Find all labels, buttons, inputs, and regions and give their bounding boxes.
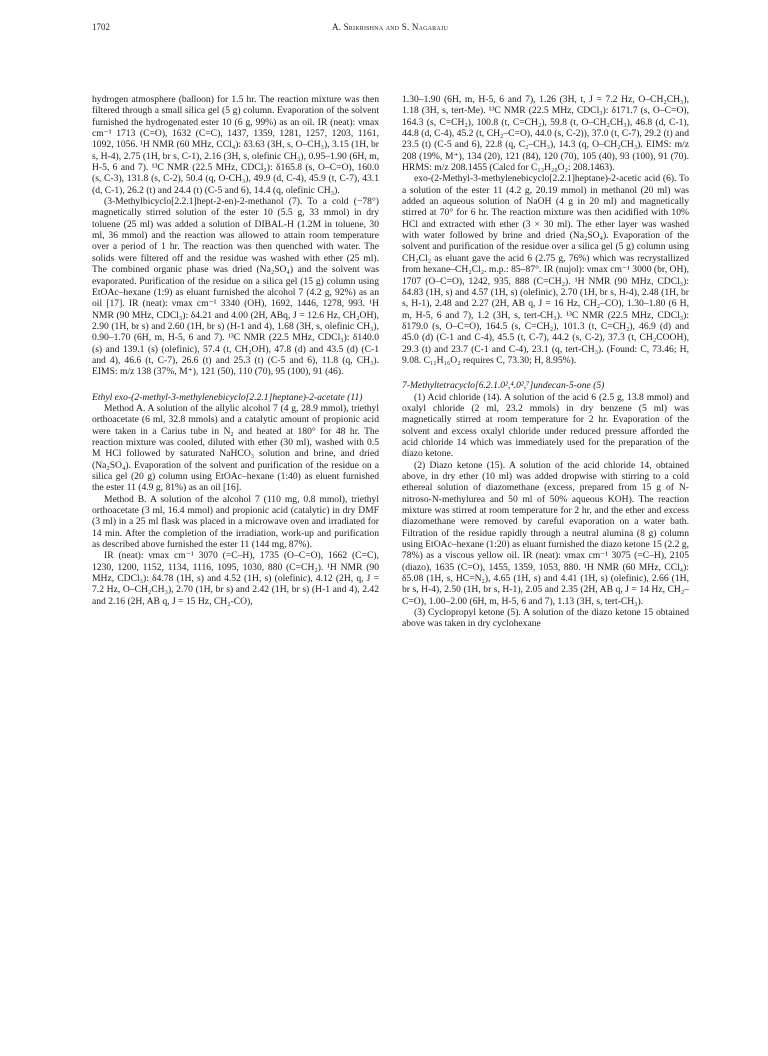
left-column	[92, 94, 379, 607]
section-heading-ketone-5: 7-Methyltetracyclo[6.2.1.0²,⁴.0²,⁷]undecan-5-one (5)	[402, 380, 605, 392]
paragraph-acid-6: exo-(2-Methyl-3-methylenebicyclo[2.2.1]heptane)-2-acetic acid (6). To a solution of the ester 11 (4.2 g, 20.19 mmol) in methanol (20 ml) was added an aqueous solution of NaOH (4 g in 20 ml) and magnetically stirred at 70° for 6 hr. The reaction mixture was then acidified with 10% HCl and extracted with ether (3 × 30 ml). The ether layer was washed with water followed by brine and dried (Na₂SO₄). Evaporation of the solvent and purification of the residue over a silica gel (5 g) column using CH₂Cl₂ as eluant gave the acid 6 (2.75 g, 76%) which was recrystallized from hexane–CH₂Cl₂. m.p.: 85–87°. IR (nujol): νmax cm⁻¹ 3000 (br, OH), 1707 (O–C=O), 1242, 935, 888 (C=CH₂). ¹H NMR (90 MHz, CDCl₃): δ4.83 (1H, s) and 4.57 (1H, s) (olefinic), 2.70 (1H, br s, H-4), 2.48 (1H, br s, H-1), 2.48 and 2.27 (2H, AB q, J = 16 Hz, CH₂–CO), 1.30–1.80 (6 H, m, H-5, 6 and 7), 1.2 (3H, s, tert-CH₃). ¹³C NMR (22.5 MHz, CDCl₃): δ179.0 (s, O–C=O), 164.5 (s, C=CH₂), 101.3 (t, C=CH₂), 46.9 (d) and 45.0 (d) (C-1 and C-4), 45.5 (t, C-7), 44.2 (s, C-2), 37.3 (t, CH₂COOH), 29.3 (t) and 23.7 (C-1 and C-4), 23.1 (q, tert-CH₃). (Found: C, 73.46; H, 9.08. C₁₁H₁₆O₂ requires C, 73.30; H, 8.95%).	[402, 173, 689, 366]
section-heading-ester-11: Ethyl exo-(2-methyl-3-methylenebicyclo[2.2.1]heptane)-2-acetate (11)	[92, 391, 363, 403]
paragraph-ester-11-spectra-cont: 1.30–1.90 (6H, m, H-5, 6 and 7), 1.26 (3H, t, J = 7.2 Hz, O–CH₂CH₃), 1.18 (3H, s, tert-Me). ¹³C NMR (22.5 MHz, CDCl₃): δ171.7 (s, O–C=O), 164.3 (s, C=CH₂), 100.8 (t, C=CH₂), 59.8 (t, O–CH₂CH₃), 46.8 (d, C-1), 44.8 (d, C-4), 45.2 (t, CH₂–C=O), 44.0 (s, C-2)), 37.0 (t, C-7), 29.2 (t) and 23.5 (t) (C-5 and 6), 22.8 (q, C₂–CH₃), 14.3 (q, O–CH₂CH₃). EIMS: m/z 208 (19%, M⁺), 134 (20), 121 (84), 120 (70), 105 (40), 93 (100), 91 (70). HRMS: m/z 208.1455 (Calcd for C₁₃H₂₀O₂: 208.1463).	[402, 94, 689, 174]
paragraph-cyclopropyl-ketone-5: (3) Cyclopropyl ketone (5). A solution of the diazo ketone 15 obtained above was taken in dry cyclohexane	[402, 607, 689, 630]
page-number: 1702	[92, 22, 110, 32]
paragraph-method-a: Method A. A solution of the allylic alcohol 7 (4 g, 28.9 mmol), triethyl orthoacetate (6 ml, 32.8 mmols) and a catalytic amount of propionic acid were taken in a Carius tube in N₂ and heated at 180° for 48 hr. The reaction mixture was cooled, diluted with ether (30 ml), washed with 0.5 M HCl followed by saturated NaHCO₃ solution and brine, and dried (Na₂SO₄). Evaporation of the solvent and purification of the residue on a silica gel (20 g) column using EtOAc–hexane (1:40) as eluent furnished the ester 11 (4.9 g, 81%) as an oil [16].	[92, 402, 379, 494]
paragraph-method-b: Method B. A solution of the alcohol 7 (110 mg, 0.8 mmol), triethyl orthoacetate (3 ml, 16.4 mmol) and propionic acid (catalytic) in dry DMF (3 ml) in a 25 ml flask was placed in a microwave oven and irradiated for 14 min. After the completion of the irradiation, work-up and purification as described above furnished the ester 11 (144 mg, 87%).	[92, 493, 379, 551]
paragraph-ester-10-data: hydrogen atmosphere (balloon) for 1.5 hr. The reaction mixture was then filtered through a small silica gel (5 g) column. Evaporation of the solvent furnished the hydrogenated ester 10 (6 g, 99%) as an oil. IR (neat): νmax cm⁻¹ 1713 (C=O), 1632 (C=C), 1437, 1359, 1281, 1257, 1203, 1161, 1092, 1056. ¹H NMR (60 MHz, CCl₄): δ3.63 (3H, s, O–CH₃), 3.15 (1H, br s, H-4), 2.75 (1H, br s, C-1), 2.16 (3H, s, olefinic CH₃), 0.95–1.90 (6H, m, H-5, 6 and 7). ¹³C NMR (22.5 MHz, CDCl₃): δ165.8 (s, O–C=O), 160.0 (s, C-3), 131.8 (s, C-2), 50.4 (q, O-CH₃), 49.9 (d, C-4), 45.9 (t, C-7), 43.1 (d, C-1), 26.2 (t) and 24.4 (t) (C-5 and 6), 14.4 (q, olefinic CH₃).	[92, 94, 379, 196]
paragraph-diazo-ketone-15: (2) Diazo ketone (15). A solution of the acid chloride 14, obtained above, in dry ether (10 ml) was added dropwise with stirring to a cold ethereal solution of diazomethane (excess, prepared from 15 g of N-nitroso-N-methylurea and 50 ml of 50% aqueous KOH). The reaction mixture was stirred at room temperature for 2 hr, and the ether and excess diazomethane were removed by careful evaporation on a water bath. Filtration of the residue rapidly through a neutral alumina (8 g) column using EtOAc–hexane (1:20) as eluant furnished the diazo ketone 15 (2.2 g, 78%) as a viscous yellow oil. IR (neat): νmax cm⁻¹ 3075 (=C–H), 2105 (diazo), 1635 (C=O), 1455, 1359, 1053, 880. ¹H NMR (60 MHz, CCl₄): δ5.08 (1H, s, HC=N₂), 4.65 (1H, s) and 4.41 (1H, s) (olefinic), 2.66 (1H, br s, H-4), 2.50 (1H, br s, H-1), 2.05 and 2.35 (2H, AB q, J = 14 Hz, CH₂–C=O), 1.00–2.00 (6H, m, H-5, 6 and 7), 1.13 (3H, s, tert-CH₃).	[402, 459, 689, 607]
paragraph-alcohol-7: (3-Methylbicyclo[2.2.1]hept-2-en)-2-methanol (7). To a cold (−78°) magnetically stirred solution of the ester 10 (5.5 g, 33 mmol) in dry toluene (25 ml) was added a solution of DIBAL-H (1.2M in toluene, 30 ml, 36 mmol) and the reaction was allowed to attain room temperature over a period of 1 hr. The reaction was then quenched with water. The solids were filtered off and the residue was washed with ether (25 ml). The combined organic phase was dried (Na₂SO₄) and the solvent was evaporated. Purification of the residue on a silica gel (15 g) column using EtOAc–hexane (1:9) as eluant furnished the alcohol 7 (4.2 g, 92%) as an oil [17]. IR (neat): νmax cm⁻¹ 3340 (OH), 1692, 1446, 1278, 993. ¹H NMR (90 MHz, CDCl₃): δ4.21 and 4.00 (2H, ABq, J = 12.6 Hz, CH₂OH), 2.90 (1H, br s) and 2.60 (1H, br s) (H-1 and 4), 1.68 (3H, s, olefinic CH₃), 0.90–1.70 (6H, m, H-5, 6 and 7). ¹³C NMR (22.5 MHz, CDCl₃): δ140.0 (s) and 139.1 (s) (olefinic), 57.4 (t, CH₂OH), 47.8 (d) and 43.5 (d) (C-1 and 4), 46.6 (t, C-7), 26.6 (t) and 25.3 (t) (C-5 and 6), 11.8 (q, CH₃). EIMS: m/z 138 (37%, M⁺), 121 (50), 110 (70), 95 (100), 91 (46).	[92, 196, 379, 378]
running-authors: A. Srikrishna and S. Nagaraju	[332, 22, 448, 32]
right-column	[402, 94, 689, 630]
paragraph-ester-11-spectra: IR (neat): νmax cm⁻¹ 3070 (=C–H), 1735 (O–C=O), 1662 (C=C), 1230, 1200, 1152, 1134, 1116, 1095, 1030, 880 (C=CH₂). ¹H NMR (90 MHz, CDCl₃): δ4.78 (1H, s) and 4.52 (1H, s) (olefinic), 4.12 (2H, q, J = 7.2 Hz, O–CH₂CH₃), 2.70 (1H, br s) and 2.42 (1H, br s) (H-1 and 4), 2.42 and 2.16 (2H, AB q, J = 15 Hz, CH₂-CO),	[92, 550, 379, 607]
paragraph-acid-chloride-14: (1) Acid chloride (14). A solution of the acid 6 (2.5 g, 13.8 mmol) and oxalyl chloride (2 ml, 23.2 mmols) in dry benzene (5 ml) was magnetically stirred at room temperature for 2 hr. Evaporation of the solvent and excess oxalyl chloride under reduced pressure afforded the acid chloride 14 which was immediately used for the preparation of the diazo ketone.	[402, 391, 689, 460]
running-header	[92, 22, 688, 34]
